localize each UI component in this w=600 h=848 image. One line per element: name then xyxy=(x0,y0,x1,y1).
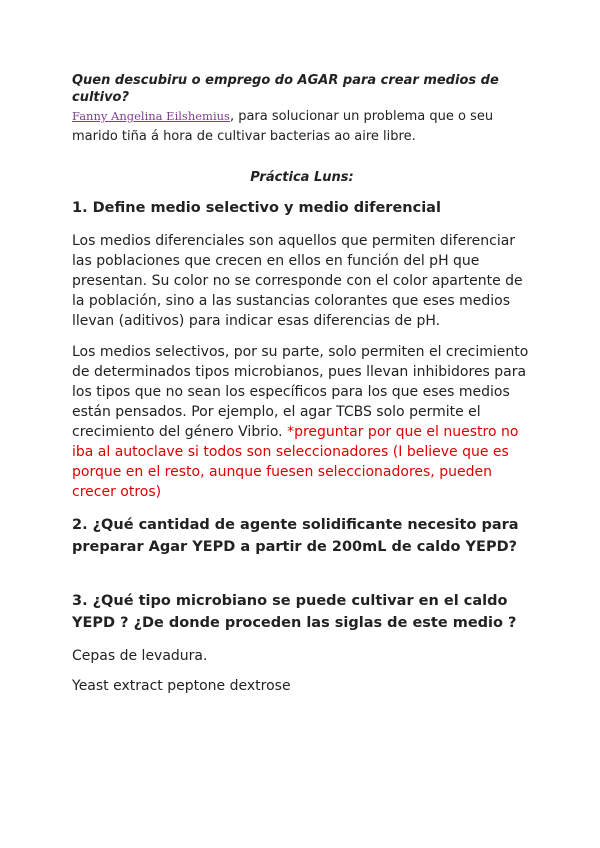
question-3-heading: 3. ¿Qué tipo microbiano se puede cultivar en el caldo YEPD ? ¿De donde proceden las siglas de este medio ? xyxy=(72,593,517,631)
selective-text: Los medios selectivos, por su parte, solo permiten el crecimiento de determinados tipos microbianos, pues llevan inhibidores para los tipos que no sean los específicos para los que eses medios están pensados. Por ejemplo, el agar TCBS solo permite el crecimiento del género Vibrio. xyxy=(72,344,529,440)
red-note: *preguntar por que el nuestro no iba al autoclave si todos son seleccionadores (I believe que es porque en el resto, aunque fuesen seleccionadores, pueden crecer otros) xyxy=(72,424,519,500)
question-3-answer-1: Cepas de levadura. xyxy=(72,648,208,664)
practice-title: Práctica Luns: xyxy=(250,170,354,185)
intro-question: Quen descubiru o emprego do AGAR para crear medios de cultivo? xyxy=(72,73,499,105)
question-1-paragraph-selective xyxy=(72,342,532,502)
question-3-answer-2: Yeast extract peptone dextrose xyxy=(72,678,291,694)
question-1-paragraph-differential: Los medios diferenciales son aquellos que permiten diferenciar las poblaciones que crecen en ellos en función del pH que presentan. Su color no se corresponde con el color apartente de la población, sino a las sustancias colorantes que eses medios llevan (aditivos) para indicar esas diferencias de pH. xyxy=(72,233,523,329)
question-2-heading: 2. ¿Qué cantidad de agente solidificante necesito para preparar Agar YEPD a partir de 200mL de caldo YEPD? xyxy=(72,517,519,555)
document-page xyxy=(72,72,532,696)
intro-answer-text: , para solucionar un problema que o seu marido tiña á hora de cultivar bacterias ao aire libre. xyxy=(72,109,494,144)
question-1-heading: 1. Define medio selectivo y medio diferencial xyxy=(72,200,441,216)
person-link[interactable]: Fanny Angelina Eilshemius xyxy=(72,109,230,123)
intro-answer xyxy=(72,106,532,147)
